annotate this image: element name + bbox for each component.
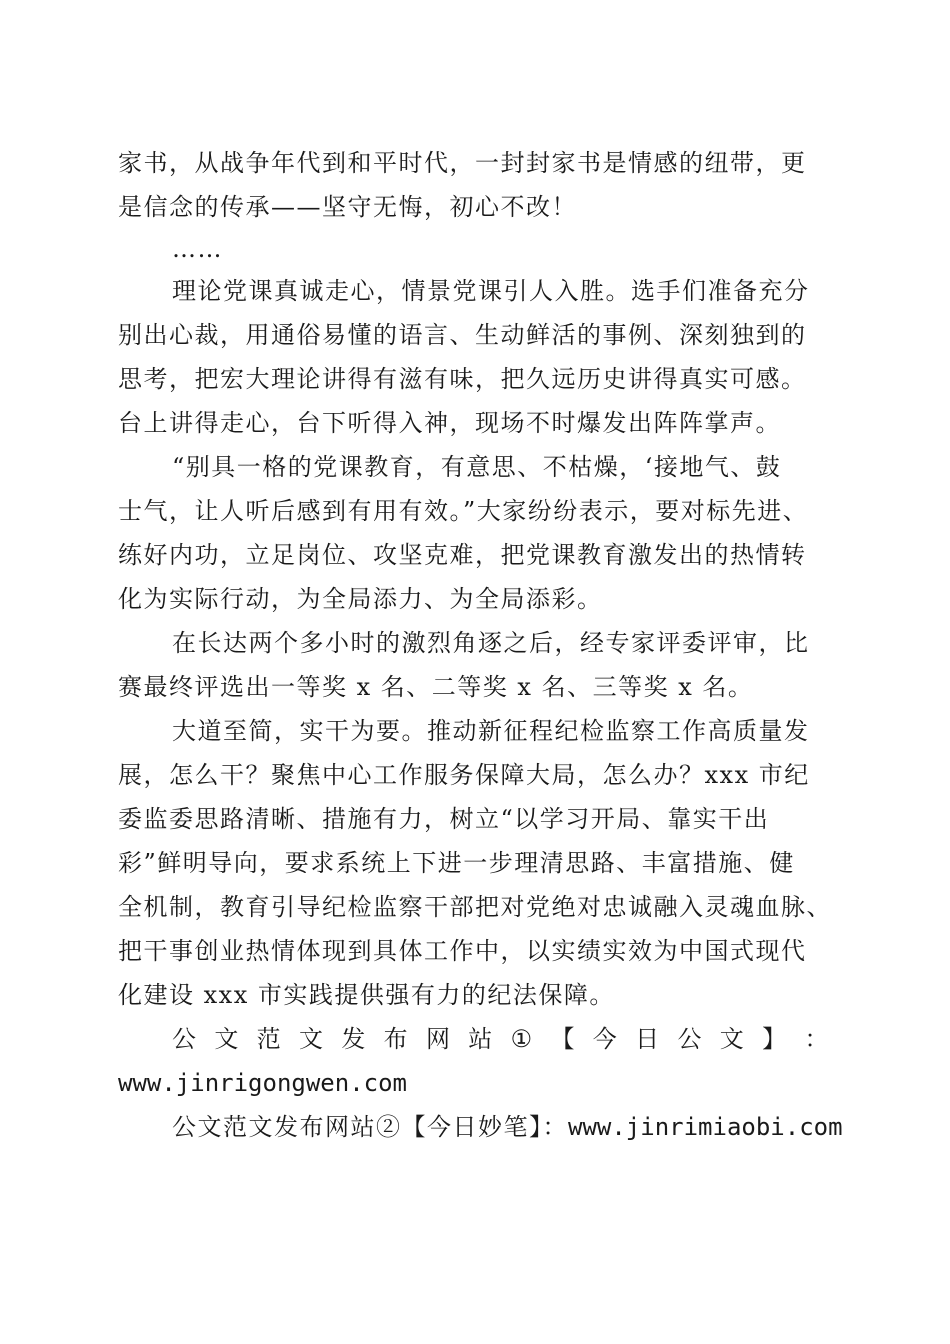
site1-char: ①	[510, 1025, 534, 1053]
site1-char: 文	[719, 1025, 746, 1053]
paragraph-line: 展，怎么干？聚焦中心工作服务保障大局，怎么办？xxx 市纪	[118, 761, 810, 789]
site1-char: 范	[256, 1025, 283, 1053]
site1-char: ：	[804, 1025, 830, 1053]
site1-char: 日	[635, 1025, 661, 1053]
site2-line	[118, 1105, 843, 1149]
site1-line	[118, 1017, 830, 1061]
site1-char: 【	[550, 1025, 576, 1053]
paragraph-line: 思考，把宏大理论讲得有滋有味，把久远历史讲得真实可感。	[118, 365, 807, 393]
paragraph-line: 别出心裁，用通俗易懂的语言、生动鲜活的事例、深刻独到的	[118, 321, 807, 349]
paragraph-line: 全机制，教育引导纪检监察干部把对党绝对忠诚融入灵魂血脉、	[118, 893, 832, 921]
paragraph-line: 练好内功，立足岗位、攻坚克难，把党课教育激发出的热情转	[118, 541, 807, 569]
paragraph-line: 赛最终评选出一等奖 x 名、二等奖 x 名、三等奖 x 名。	[118, 673, 754, 701]
site1-char: 公	[677, 1025, 703, 1053]
paragraph-line: 彩”鲜明导向，要求系统上下进一步理清思路、丰富措施、健	[118, 849, 795, 877]
paragraph-line: 士气，让人听后感到有用有效。”大家纷纷表示，要对标先进、	[118, 497, 809, 525]
paragraph-line: 大道至简，实干为要。推动新征程纪检监察工作高质量发	[172, 717, 810, 745]
paragraph-line: 理论党课真诚走心，情景党课引人入胜。选手们准备充分	[172, 277, 810, 305]
paragraph-line: 委监委思路清晰、措施有力，树立“以学习开局、靠实干出	[118, 805, 770, 833]
site1-char: 】	[762, 1025, 788, 1053]
ellipsis: ……	[172, 235, 223, 263]
site1-char: 站	[468, 1025, 494, 1053]
site1-char: 文	[214, 1025, 240, 1053]
site1-char: 网	[425, 1025, 452, 1053]
paragraph-line: 是信念的传承——坚守无悔，初心不改！	[118, 193, 577, 221]
site1-char: 今	[592, 1025, 619, 1053]
paragraph-line: 化为实际行动，为全局添力、为全局添彩。	[118, 585, 603, 613]
paragraph-line: 把干事创业热情体现到具体工作中，以实绩实效为中国式现代	[118, 937, 807, 965]
paragraph-line: 台上讲得走心，台下听得入神，现场不时爆发出阵阵掌声。	[118, 409, 781, 437]
site1-url-link[interactable]: www.jinrigongwen.com	[118, 1069, 407, 1097]
paragraph-line: 在长达两个多小时的激烈角逐之后，经专家评委评审，比	[172, 629, 810, 657]
paragraph-line: “别具一格的党课教育，有意思、不枯燥，‘接地气、鼓	[172, 453, 782, 481]
paragraph-line: 家书，从战争年代到和平时代，一封封家书是情感的纽带，更	[118, 149, 807, 177]
site1-char: 发	[341, 1025, 367, 1053]
site1-char: 文	[298, 1025, 325, 1053]
site2-label: 公文范文发布网站②【今日妙笔】：	[172, 1113, 568, 1141]
paragraph-line: 化建设 xxx 市实践提供强有力的纪法保障。	[118, 981, 615, 1009]
document-body	[118, 141, 843, 1149]
site2-url-link[interactable]: www.jinrimiaobi.com	[568, 1113, 843, 1141]
site1-char: 公	[172, 1025, 198, 1053]
site1-char: 布	[383, 1025, 410, 1053]
